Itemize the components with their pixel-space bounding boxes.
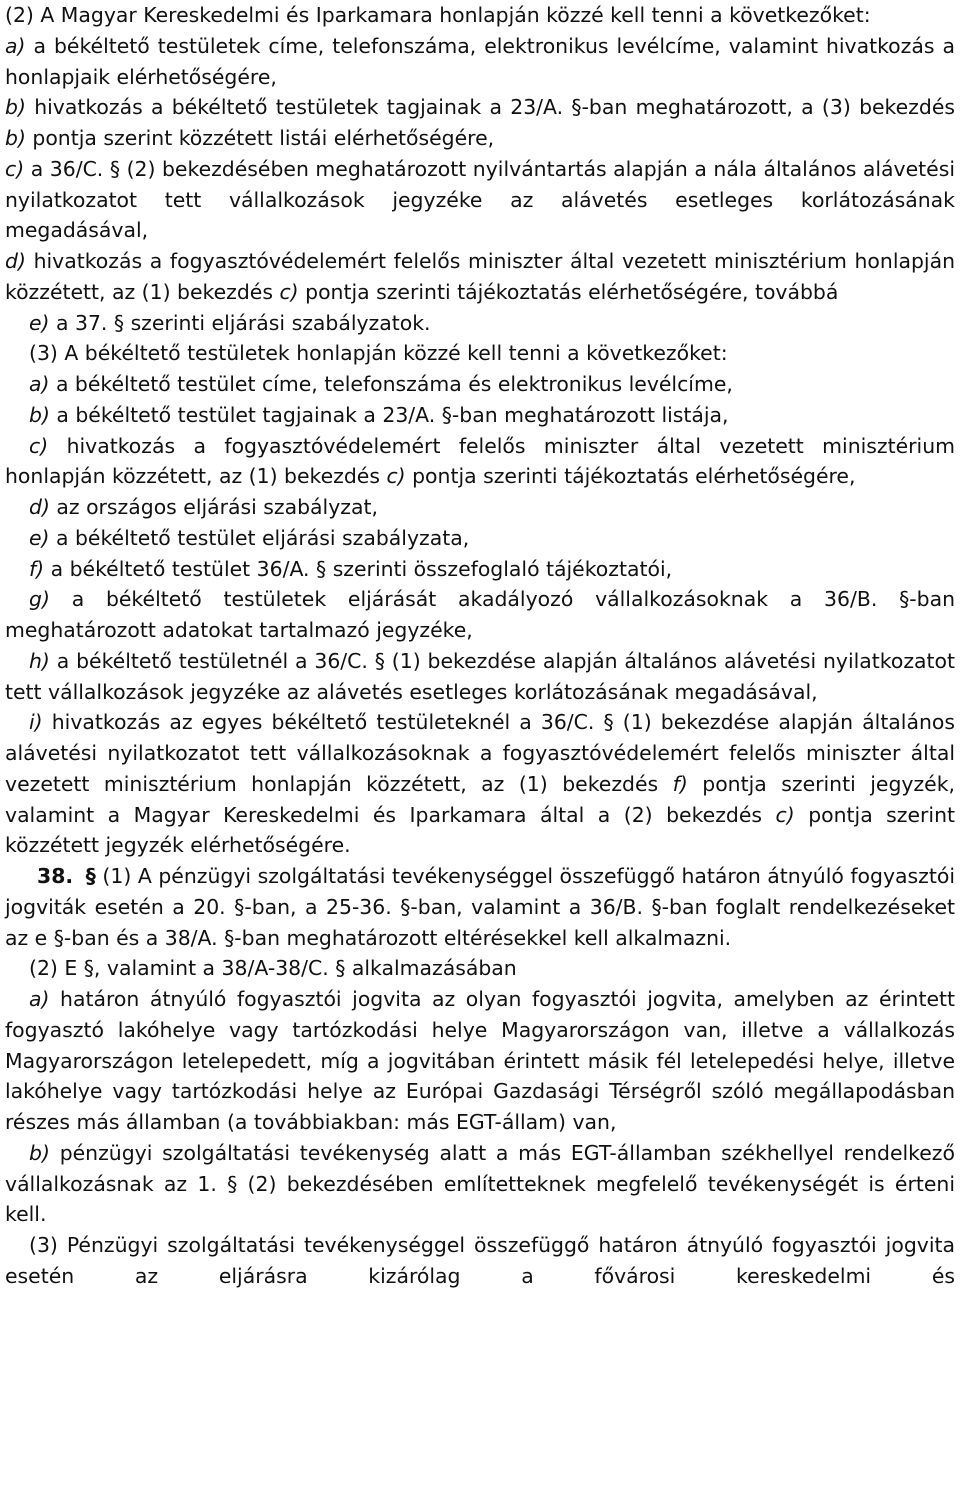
item-text: pontja szerint közzétett jegyzék elérhetőségére. — [5, 802, 955, 858]
paragraph-3-item-c — [5, 431, 955, 493]
item-label: a) — [29, 987, 50, 1011]
item-text: pontja szerinti tájékoztatás elérhetőségére, továbbá — [305, 279, 839, 304]
item-text: az országos eljárási szabályzat, — [56, 495, 378, 519]
item-label: a) — [5, 33, 26, 58]
item-label: b) — [29, 1140, 50, 1165]
item-label: a) — [29, 372, 50, 396]
item-text: a békéltető testület tagjainak a 23/A. §-ban meghatározott listája, — [56, 402, 729, 427]
paragraph-3-item-d — [5, 492, 955, 523]
section-38-paragraph-1 — [5, 861, 955, 953]
item-label: d) — [29, 495, 50, 519]
item-text: a 36/C. § (2) bekezdésében meghatározott nyilvántartás alapján a nála általános alávetési nyilatkozatot tett vállalkozások jegyzéke az alávetés esetleges korlátozásának megadásával, — [5, 156, 955, 243]
section-38-paragraph-2-item-b — [5, 1138, 955, 1230]
section-38-paragraph-2-intro — [5, 953, 955, 984]
paragraph-2-intro — [5, 0, 955, 31]
item-text: a békéltető testületek eljárását akadályozó vállalkozásoknak a 36/B. §-ban meghatározott adatokat tartalmazó jegyzéke, — [5, 587, 956, 642]
item-label: c) — [29, 433, 49, 458]
item-text: pontja szerinti tájékoztatás elérhetőségére, — [412, 464, 856, 489]
inline-label: f) — [672, 771, 688, 796]
item-text: hivatkozás a fogyasztóvédelemért felelős miniszter által vezetett minisztérium honlapján közzétett, az (1) bekezdés — [5, 433, 955, 489]
paragraph-3-item-a — [5, 369, 955, 400]
item-label: f) — [29, 556, 45, 581]
item-text: pontja szerinti jegyzék, valamint a Magyar Kereskedelmi és Iparkamara által a (2) bekezdés — [5, 771, 955, 827]
section-sign: § — [85, 864, 96, 888]
item-text: hivatkozás az egyes békéltető testületeknél a 36/C. § (1) bekezdése alapján általános alávetési nyilatkozatot tett vállalkozásoknak a fogyasztóvédelemért felelős miniszter által vezetett minisztérium honlapján közzétett, az (1) bekezdés — [5, 710, 955, 796]
item-text: határon átnyúló fogyasztói jogvita az olyan fogyasztói jogvita, amelyben az érintett fogyasztó lakóhelye vagy tartózkodási helye Magyarországon van, illetve a vállalkozás Magyarországon letelepedett, míg a jogvitában érintett másik fél letelepedési helye, illetve lakóhelye vagy tartózkodási helye az Európai Gazdasági Térségről szóló megállapodásban részes más államban (a továbbiakban: más EGT-állam) van, — [5, 987, 955, 1134]
item-text: a békéltető testület 36/A. § szerinti összefoglaló tájékoztatói, — [50, 556, 673, 581]
item-text: a 37. § szerinti eljárási szabályzatok. — [56, 310, 431, 335]
section-number: 38. — [37, 864, 74, 888]
inline-label: c) — [386, 464, 406, 489]
paragraph-text: (3) A békéltető testületek honlapján közzé kell tenni a következőket: — [29, 341, 728, 366]
section-38-paragraph-3 — [5, 1230, 955, 1292]
paragraph-3-intro — [5, 338, 955, 369]
item-text: a békéltető testületek címe, telefonszáma, elektronikus levélcíme, valamint hivatkozás a honlapjaik elérhetőségére, — [5, 33, 955, 89]
item-label: e) — [29, 525, 50, 550]
paragraph-2-item-e — [5, 308, 955, 339]
item-label: b) — [5, 95, 26, 120]
item-text: hivatkozás a fogyasztóvédelemért felelős miniszter által vezetett minisztérium honlapján közzétett, az (1) bekezdés — [5, 249, 956, 304]
item-label: i) — [29, 710, 43, 735]
item-label: b) — [29, 402, 50, 427]
paragraph-3-item-h — [5, 646, 955, 708]
inline-label: b) — [5, 126, 26, 150]
paragraph-2-item-d — [5, 246, 955, 308]
section-38-paragraph-2-item-a — [5, 984, 955, 1138]
item-text: a békéltető testület címe, telefonszáma és elektronikus levélcíme, — [55, 372, 733, 396]
item-text: a békéltető testület eljárási szabályzata, — [56, 525, 470, 550]
paragraph-text: (2) A Magyar Kereskedelmi és Iparkamara honlapján közzé kell tenni a következőket: — [5, 3, 871, 27]
paragraph-3-item-e — [5, 523, 955, 554]
paragraph-3-item-b — [5, 400, 955, 431]
paragraph-2-item-c — [5, 154, 955, 246]
item-text: hivatkozás a békéltető testületek tagjainak a 23/A. §-ban meghatározott, a (3) bekezdés — [34, 95, 955, 120]
item-label: h) — [29, 648, 50, 673]
paragraph-text: (3) Pénzügyi szolgáltatási tevékenységgel összefüggő határon átnyúló fogyasztói jogvita esetén az eljárásra kizárólag a fővárosi kereskedelmi és — [5, 1233, 955, 1288]
paragraph-2-item-b — [5, 92, 955, 154]
item-label: c) — [5, 156, 25, 181]
inline-label: c) — [775, 802, 795, 827]
paragraph-3-item-i — [5, 707, 955, 861]
paragraph-2-item-a — [5, 31, 955, 93]
item-text: pontja szerint közzétett listái elérhetőségére, — [32, 126, 495, 150]
paragraph-3-item-f — [5, 554, 955, 585]
item-label: d) — [5, 249, 26, 273]
inline-label: c) — [279, 279, 299, 304]
item-label: g) — [29, 587, 50, 612]
paragraph-text: (1) A pénzügyi szolgáltatási tevékenységgel összefüggő határon átnyúló fogyasztói jogviták esetén a 20. §-ban, a 25-36. §-ban, valamint a 36/B. §-ban foglalt rendelkezéseket az e §-ban és a 38/A. §-ban meghatározott eltérésekkel kell alkalmazni. — [5, 864, 955, 950]
paragraph-3-item-g — [5, 584, 955, 646]
item-label: e) — [29, 310, 50, 335]
paragraph-text: (2) E §, valamint a 38/A-38/C. § alkalmazásában — [29, 956, 517, 981]
item-text: pénzügyi szolgáltatási tevékenység alatt a más EGT-államban székhellyel rendelkező vállalkozásnak az 1. § (2) bekezdésében említetteknek megfelelő tevékenységét is érteni kell. — [5, 1140, 955, 1227]
item-text: a békéltető testületnél a 36/C. § (1) bekezdése alapján általános alávetési nyilatkozatot tett vállalkozások jegyzéke az alávetés esetleges korlátozásának megadásával, — [5, 648, 956, 704]
